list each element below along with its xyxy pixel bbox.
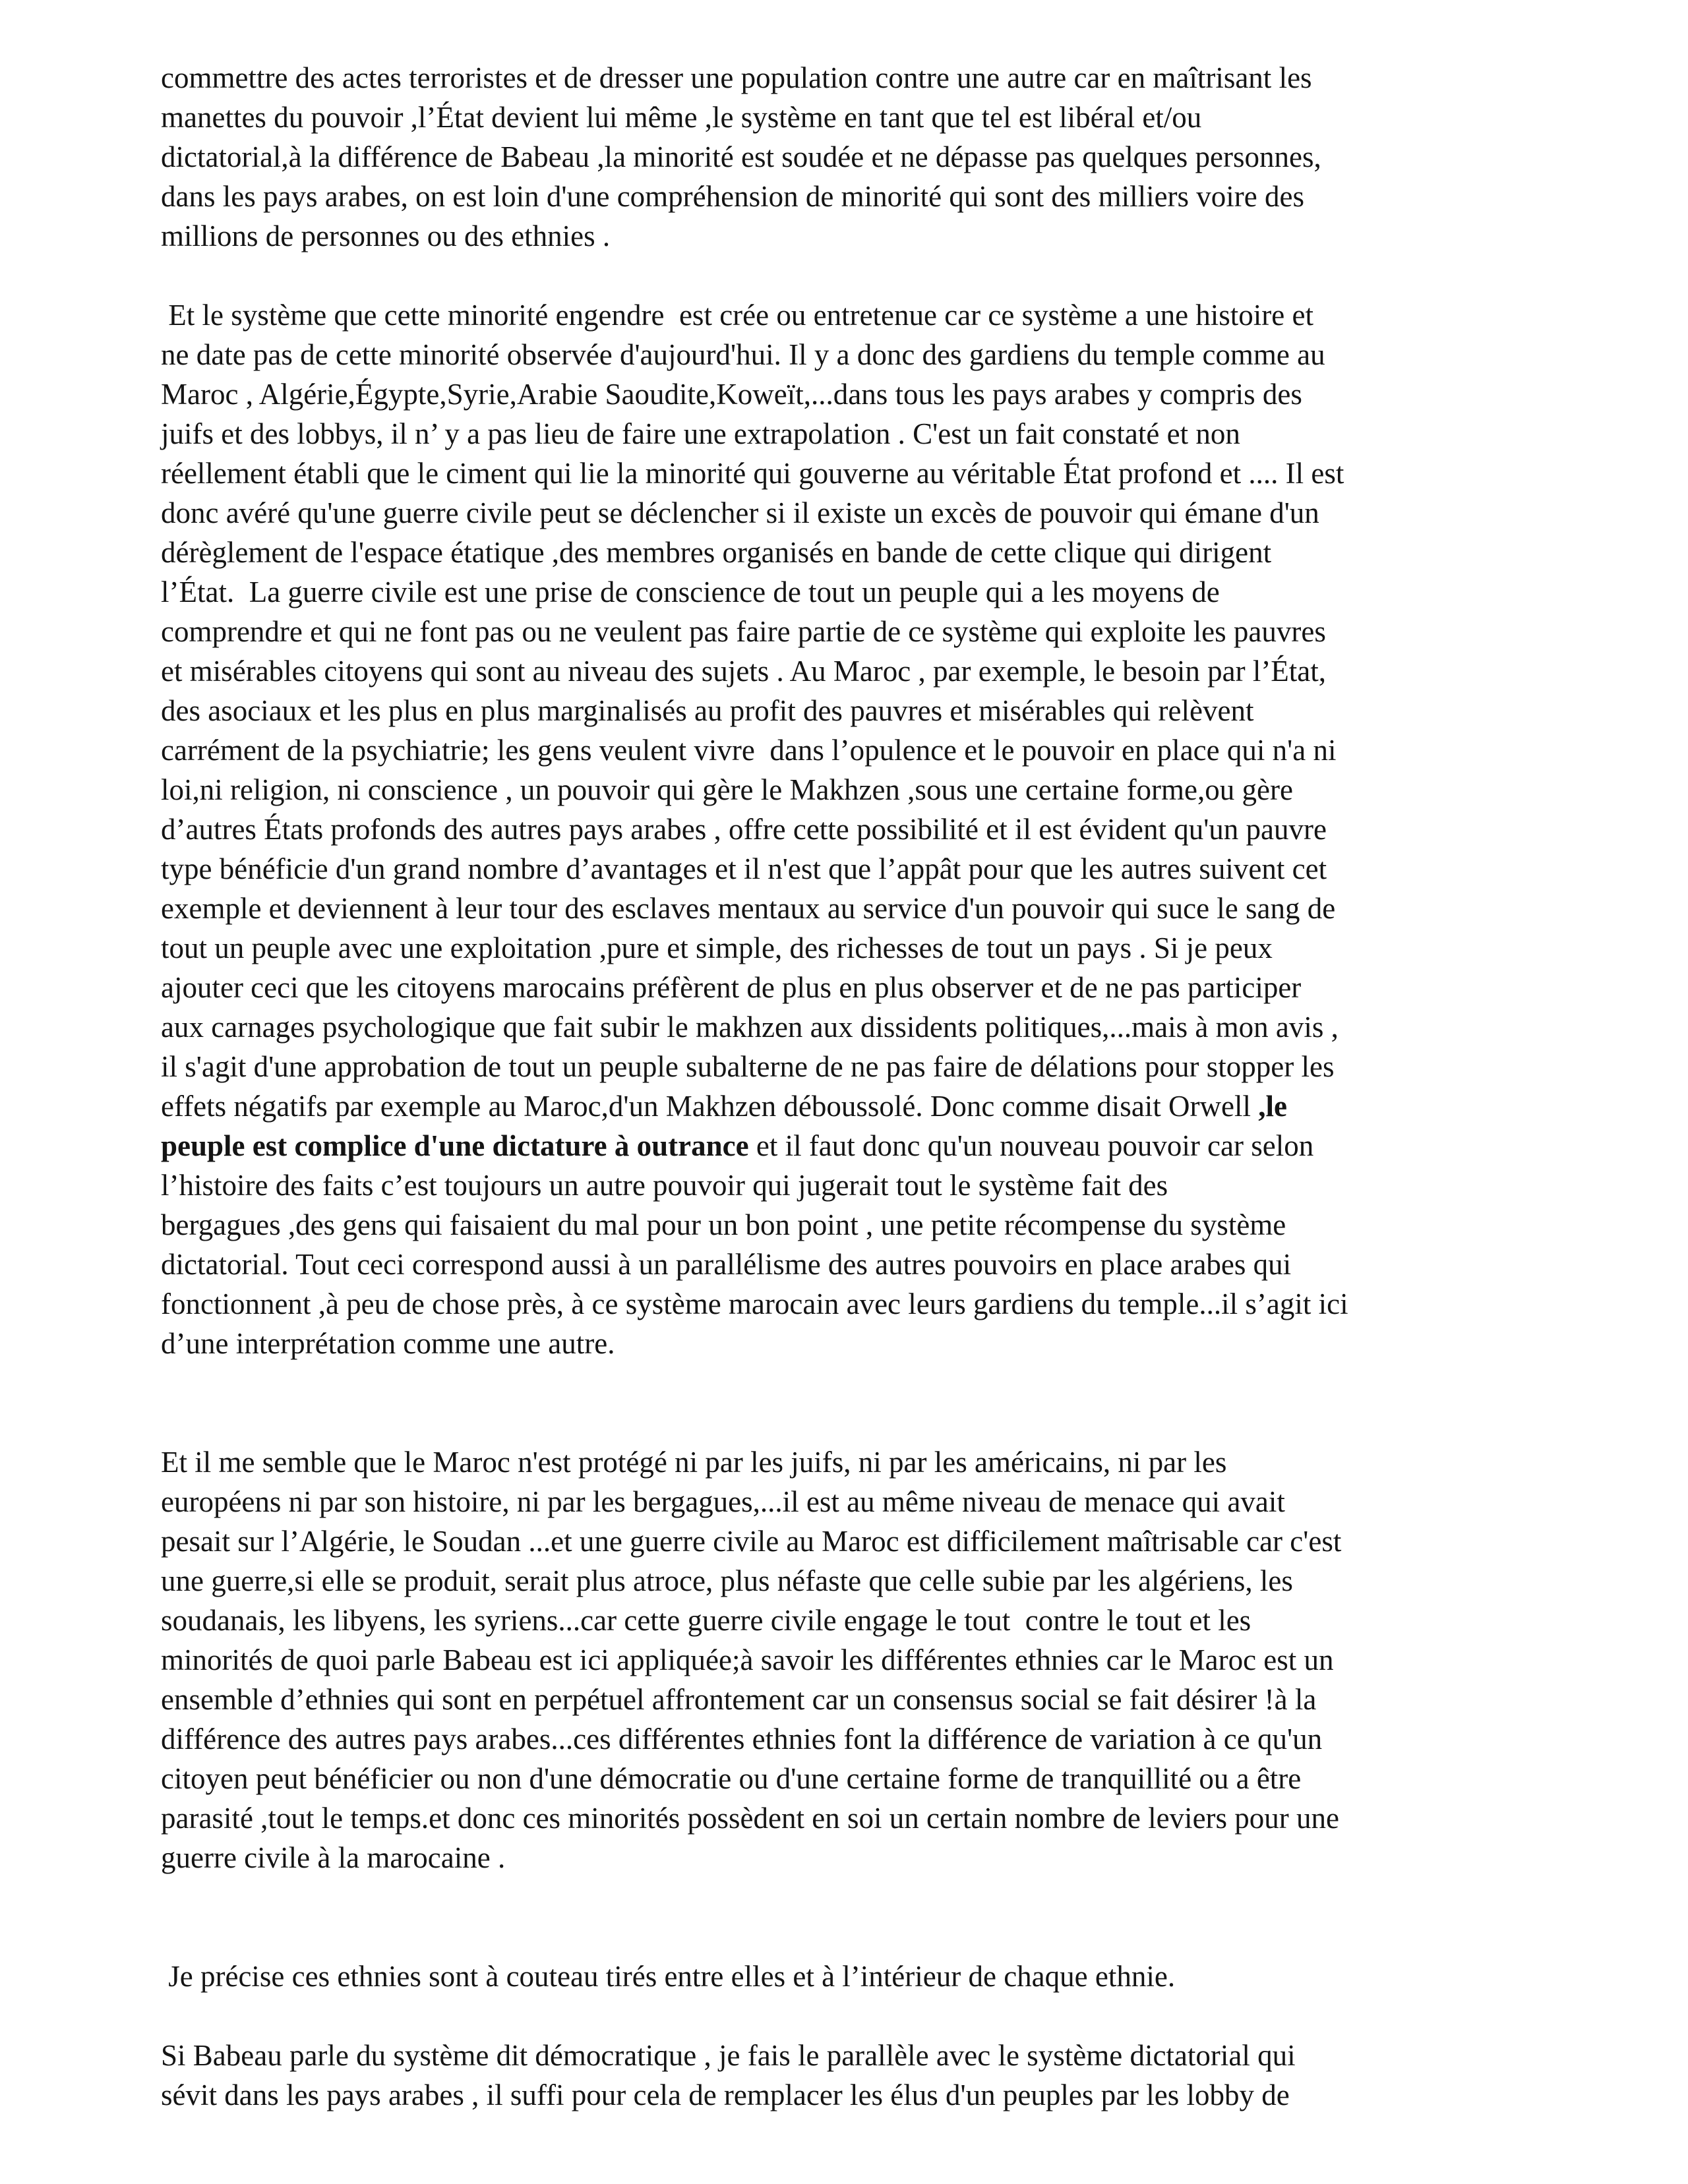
paragraph-2: [161, 295, 1532, 1363]
document-page: [161, 58, 1532, 2115]
paragraph-3: [161, 1442, 1532, 1877]
text-line: Et le système que cette minorité engendre est crée ou entretenue car ce système a une histoire et: [161, 299, 1313, 332]
text-line: Je précise ces ethnies sont à couteau tirés entre elles et à l’intérieur de chaque ethnie.: [161, 1960, 1176, 1993]
text-line: dans les pays arabes, on est loin d'une compréhension de minorité qui sont des milliers voire des: [161, 180, 1304, 213]
text-line: d’autres États profonds des autres pays arabes , offre cette possibilité et il est évident qu'un pauvre: [161, 813, 1327, 846]
paragraph-spacer: [161, 1363, 1532, 1442]
text-segment: effets négatifs par exemple au Maroc,d'un Makhzen déboussolé. Donc comme disait Orwell: [161, 1090, 1259, 1123]
paragraph-spacer: [161, 256, 1532, 295]
text-line: ne date pas de cette minorité observée d'aujourd'hui. Il y a donc des gardiens du temple comme au: [161, 338, 1325, 371]
text-line: millions de personnes ou des ethnies .: [161, 220, 611, 252]
paragraph-spacer: [161, 1996, 1532, 2036]
text-line: carrément de la psychiatrie; les gens veulent vivre dans l’opulence et le pouvoir en place qui n'a ni: [161, 734, 1337, 767]
text-line: parasité ,tout le temps.et donc ces minorités possèdent en soi un certain nombre de leviers pour une: [161, 1802, 1339, 1835]
text-line: différence des autres pays arabes...ces différentes ethnies font la différence de variation à ce qu'un: [161, 1723, 1323, 1756]
text-line: guerre civile à la marocaine .: [161, 1841, 506, 1874]
paragraph-1: [161, 58, 1532, 256]
text-line: il s'agit d'une approbation de tout un peuple subalterne de ne pas faire de délations pour stopper les: [161, 1050, 1335, 1083]
text-line: minorités de quoi parle Babeau est ici appliquée;à savoir les différentes ethnies car le Maroc est un: [161, 1643, 1334, 1676]
paragraph-5: [161, 2036, 1532, 2115]
text-line: fonctionnent ,à peu de chose près, à ce système marocain avec leurs gardiens du temple...il s’agit ici: [161, 1287, 1348, 1320]
text-line: juifs et des lobbys, il n’ y a pas lieu de faire une extrapolation . C'est un fait constaté et non: [161, 417, 1240, 450]
text-line: aux carnages psychologique que fait subir le makhzen aux dissidents politiques,...mais à mon avis ,: [161, 1011, 1339, 1044]
text-line: réellement établi que le ciment qui lie la minorité qui gouverne au véritable État profond et .... Il est: [161, 457, 1344, 490]
text-line: exemple et deviennent à leur tour des esclaves mentaux au service d'un pouvoir qui suce le sang de: [161, 892, 1336, 925]
bold-quote: peuple est complice d'une dictature à outrance: [161, 1129, 749, 1162]
paragraph-spacer: [161, 1877, 1532, 1957]
text-line: l’État. La guerre civile est une prise de conscience de tout un peuple qui a les moyens de: [161, 576, 1220, 608]
text-line: ensemble d’ethnies qui sont en perpétuel affrontement car un consensus social se fait désirer !à la: [161, 1683, 1317, 1716]
text-line-complice: [161, 1126, 1532, 1166]
text-line: dictatorial. Tout ceci correspond aussi à un parallélisme des autres pouvoirs en place arabes qui: [161, 1248, 1292, 1281]
text-segment: et il faut donc qu'un nouveau pouvoir car selon: [748, 1129, 1314, 1162]
text-line: Et il me semble que le Maroc n'est protégé ni par les juifs, ni par les américains, ni par les: [161, 1446, 1227, 1479]
text-line: européens ni par son histoire, ni par les bergagues,...il est au même niveau de menace qui avait: [161, 1485, 1285, 1518]
text-line: type bénéficie d'un grand nombre d’avantages et il n'est que l’appât pour que les autres suivent cet: [161, 852, 1327, 885]
text-line: pesait sur l’Algérie, le Soudan ...et une guerre civile au Maroc est difficilement maîtrisable car c'est: [161, 1525, 1342, 1558]
bold-quote-start: ,le: [1258, 1090, 1287, 1123]
text-line: donc avéré qu'une guerre civile peut se déclencher si il existe un excès de pouvoir qui émane d'un: [161, 496, 1319, 529]
text-line: ajouter ceci que les citoyens marocains préfèrent de plus en plus observer et de ne pas participer: [161, 971, 1302, 1004]
text-line: comprendre et qui ne font pas ou ne veulent pas faire partie de ce système qui exploite les pauvres: [161, 615, 1326, 648]
text-line: sévit dans les pays arabes , il suffi pour cela de remplacer les élus d'un peuples par les lobby de: [161, 2079, 1290, 2111]
text-line: tout un peuple avec une exploitation ,pure et simple, des richesses de tout un pays . Si je peux: [161, 931, 1273, 964]
text-line: loi,ni religion, ni conscience , un pouvoir qui gère le Makhzen ,sous une certaine forme,ou gère: [161, 773, 1293, 806]
text-line: l’histoire des faits c’est toujours un autre pouvoir qui jugerait tout le système fait des: [161, 1169, 1168, 1202]
text-line: citoyen peut bénéficier ou non d'une démocratie ou d'une certaine forme de tranquillité ou a être: [161, 1762, 1302, 1795]
text-line: manettes du pouvoir ,l’État devient lui même ,le système en tant que tel est libéral et/ou: [161, 101, 1202, 134]
text-line: dictatorial,à la différence de Babeau ,la minorité est soudée et ne dépasse pas quelques personnes,: [161, 140, 1321, 173]
text-line: Si Babeau parle du système dit démocratique , je fais le parallèle avec le système dictatorial qui: [161, 2039, 1296, 2072]
text-line-orwell: [161, 1086, 1532, 1126]
text-line: dérèglement de l'espace étatique ,des membres organisés en bande de cette clique qui dirigent: [161, 536, 1272, 569]
text-line: commettre des actes terroristes et de dresser une population contre une autre car en maîtrisant les: [161, 61, 1312, 94]
paragraph-4: [161, 1957, 1532, 1996]
text-line: Maroc , Algérie,Égypte,Syrie,Arabie Saoudite,Koweït,...dans tous les pays arabes y compris des: [161, 378, 1302, 411]
text-line: bergagues ,des gens qui faisaient du mal pour un bon point , une petite récompense du système: [161, 1208, 1286, 1241]
text-line: d’une interprétation comme une autre.: [161, 1327, 615, 1360]
text-line: une guerre,si elle se produit, serait plus atroce, plus néfaste que celle subie par les algériens, les: [161, 1564, 1293, 1597]
text-line: des asociaux et les plus en plus marginalisés au profit des pauvres et misérables qui relèvent: [161, 694, 1254, 727]
text-line: et misérables citoyens qui sont au niveau des sujets . Au Maroc , par exemple, le besoin par l’État,: [161, 655, 1327, 688]
text-line: soudanais, les libyens, les syriens...car cette guerre civile engage le tout contre le tout et les: [161, 1604, 1251, 1637]
